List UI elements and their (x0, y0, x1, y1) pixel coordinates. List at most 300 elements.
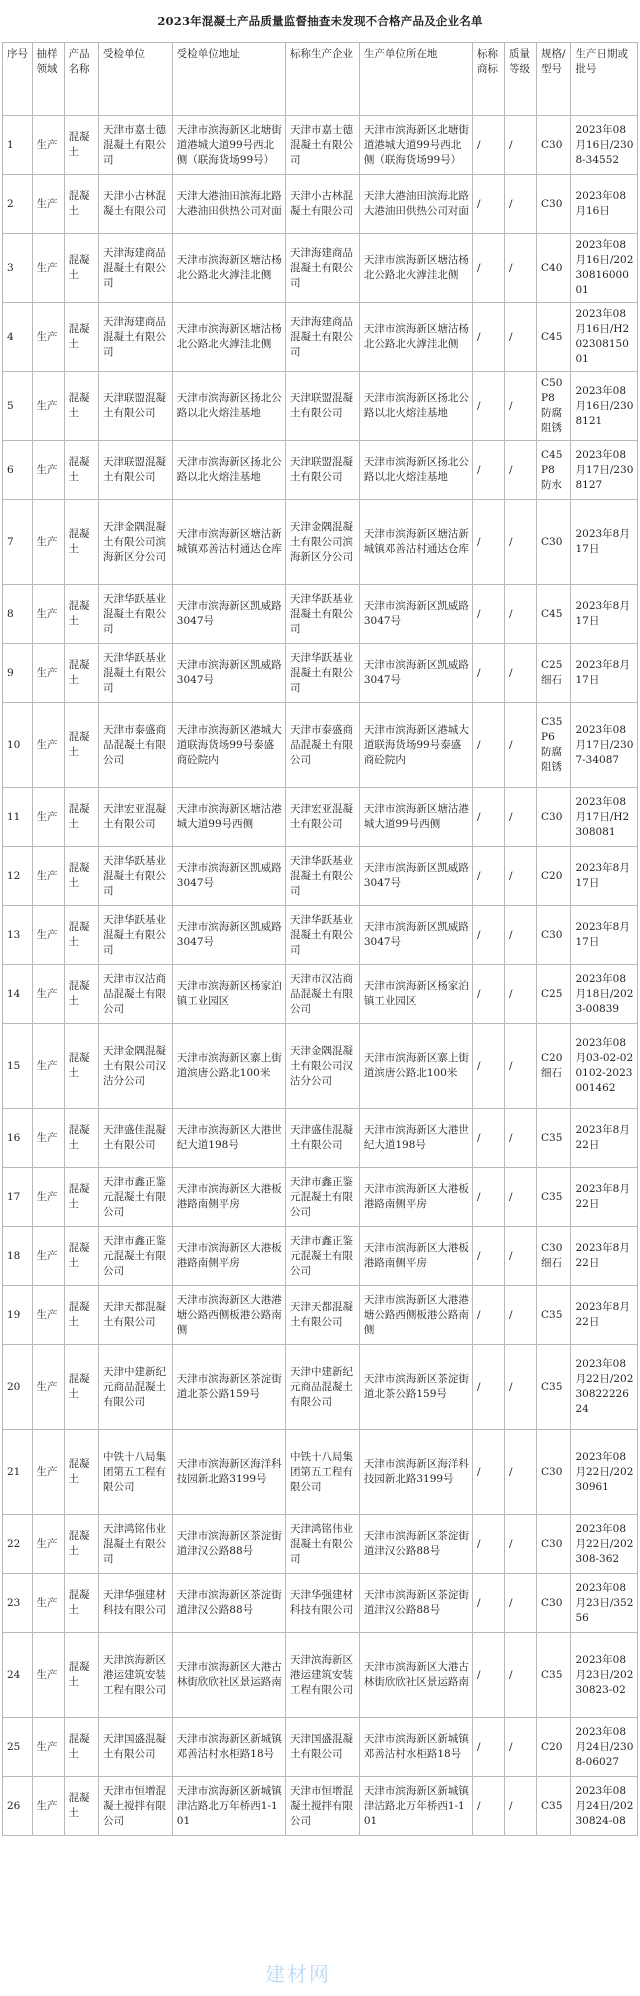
table-row (3, 788, 638, 847)
table-cell: 生产 (32, 703, 64, 788)
table-cell: / (473, 965, 505, 1024)
table-cell: 天津天都混凝土有限公司 (286, 1286, 360, 1345)
table-cell: 23 (3, 1574, 33, 1633)
table-cell: 2023年8月22日 (571, 1109, 638, 1168)
table-cell: 13 (3, 906, 33, 965)
table-cell: C30 (537, 1574, 571, 1633)
table-cell: 天津联盟混凝土有限公司 (286, 441, 360, 500)
table-cell: / (505, 1718, 537, 1777)
table-cell: 天津市鑫正鉴元混凝土有限公司 (286, 1168, 360, 1227)
table-cell: 天津市滨海新区凯威路3047号 (172, 644, 285, 703)
table-cell: 天津华跃基业混凝土有限公司 (98, 585, 172, 644)
table-cell: 天津海建商品混凝土有限公司 (286, 303, 360, 372)
table-cell: 天津金隅混凝土有限公司滨海新区分公司 (286, 500, 360, 585)
table-cell: 2023年08月03-02-020102-2023001462 (571, 1024, 638, 1109)
table-cell: / (473, 1718, 505, 1777)
table-cell: 混凝土 (64, 1109, 98, 1168)
table-cell: 生产 (32, 1574, 64, 1633)
table-cell: 天津市滨海新区新城镇邓善沽村水柜路18号 (359, 1718, 472, 1777)
table-cell: 混凝土 (64, 1227, 98, 1286)
table-cell: 天津联盟混凝土有限公司 (98, 372, 172, 441)
table-cell: 混凝土 (64, 1286, 98, 1345)
table-cell: 2023年8月22日 (571, 1227, 638, 1286)
table-cell: / (505, 644, 537, 703)
table-cell: 生产 (32, 441, 64, 500)
table-cell: 天津市滨海新区杨家泊镇工业园区 (359, 965, 472, 1024)
table-cell: 天津市滨海新区扬北公路以北火熔洼基地 (359, 441, 472, 500)
table-cell: 混凝土 (64, 703, 98, 788)
table-cell: C25 细石 (537, 644, 571, 703)
table-row (3, 965, 638, 1024)
table-cell: 11 (3, 788, 33, 847)
table-cell: 天津华跃基业混凝土有限公司 (98, 847, 172, 906)
table-cell: 天津海建商品混凝土有限公司 (98, 303, 172, 372)
table-cell: 2023年08月23日/20230823-02 (571, 1633, 638, 1718)
table-row (3, 1345, 638, 1430)
table-cell: 生产 (32, 500, 64, 585)
table-cell: / (473, 1430, 505, 1515)
table-cell: C20 (537, 1718, 571, 1777)
table-cell: 混凝土 (64, 1345, 98, 1430)
table-row (3, 1430, 638, 1515)
table-cell: 2023年8月22日 (571, 1168, 638, 1227)
table-cell: / (505, 906, 537, 965)
table-cell: 天津市嘉士德混凝土有限公司 (286, 116, 360, 175)
table-cell: 天津市滨海新区凯威路3047号 (172, 906, 285, 965)
watermark: 建材网 (265, 1962, 331, 1986)
table-cell: C35 (537, 1109, 571, 1168)
table-cell: / (505, 1168, 537, 1227)
table-row (3, 500, 638, 585)
table-cell: 2023年08月22日/20230961 (571, 1430, 638, 1515)
table-cell: C30 (537, 500, 571, 585)
table-row (3, 1718, 638, 1777)
table-cell: 混凝土 (64, 788, 98, 847)
table-cell: 天津鸿铭伟业混凝土有限公司 (286, 1515, 360, 1574)
table-cell: 天津国盛混凝土有限公司 (98, 1718, 172, 1777)
table-cell: / (473, 441, 505, 500)
table-row (3, 1633, 638, 1718)
table-cell: C35 P6 防腐阻锈 (537, 703, 571, 788)
table-cell: / (505, 1515, 537, 1574)
table-cell: 天津市滨海新区扬北公路以北火熔洼基地 (172, 372, 285, 441)
table-cell: 14 (3, 965, 33, 1024)
table-cell: / (473, 1633, 505, 1718)
table-cell: 生产 (32, 1345, 64, 1430)
table-row (3, 585, 638, 644)
table-cell: 2023年8月17日 (571, 906, 638, 965)
table-cell: C40 (537, 234, 571, 303)
column-header: 产品名称 (64, 43, 98, 116)
table-cell: 天津市鑫正鉴元混凝土有限公司 (286, 1227, 360, 1286)
table-cell: / (473, 703, 505, 788)
table-cell: / (505, 1109, 537, 1168)
table-cell: 天津市滨海新区大港世纪大道198号 (172, 1109, 285, 1168)
table-cell: 2023年08月17日/2307-34087 (571, 703, 638, 788)
table-cell: 2023年08月16日 (571, 175, 638, 234)
table-cell: 天津联盟混凝土有限公司 (286, 372, 360, 441)
table-cell: 2023年08月18日/2023-00839 (571, 965, 638, 1024)
table-row (3, 847, 638, 906)
table-cell: 中铁十八局集团第五工程有限公司 (286, 1430, 360, 1515)
table-cell: 21 (3, 1430, 33, 1515)
table-cell: 天津市滨海新区新城镇邓善沽村水柜路18号 (172, 1718, 285, 1777)
table-row (3, 175, 638, 234)
table-cell: 17 (3, 1168, 33, 1227)
table-cell: C25 (537, 965, 571, 1024)
table-cell: / (505, 441, 537, 500)
table-cell: 天津华跃基业混凝土有限公司 (286, 644, 360, 703)
table-cell: 天津市滨海新区寨上街道滨唐公路北100米 (359, 1024, 472, 1109)
table-cell: 2023年08月16日/2023081600001 (571, 234, 638, 303)
table-cell: 2023年8月17日 (571, 500, 638, 585)
table-cell: C35 (537, 1345, 571, 1430)
table-cell: 生产 (32, 1168, 64, 1227)
column-header: 序号 (3, 43, 33, 116)
table-cell: 天津华跃基业混凝土有限公司 (98, 644, 172, 703)
table-cell: C30 (537, 1515, 571, 1574)
table-cell: C45 P8 防水 (537, 441, 571, 500)
table-cell: 天津市滨海新区凯威路3047号 (172, 585, 285, 644)
table-cell: / (473, 1515, 505, 1574)
table-cell: C30 细石 (537, 1227, 571, 1286)
table-cell: 生产 (32, 965, 64, 1024)
table-row (3, 1574, 638, 1633)
table-cell: / (505, 1286, 537, 1345)
column-header: 标称生产企业 (286, 43, 360, 116)
table-cell: 2023年8月22日 (571, 1286, 638, 1345)
table-cell: 生产 (32, 906, 64, 965)
table-cell: 混凝土 (64, 1718, 98, 1777)
table-row (3, 1515, 638, 1574)
table-row (3, 303, 638, 372)
table-row (3, 703, 638, 788)
table-cell: 生产 (32, 1515, 64, 1574)
table-cell: / (473, 906, 505, 965)
table-cell: 天津市滨海新区大港板港路南侧平房 (172, 1227, 285, 1286)
table-cell: 天津国盛混凝土有限公司 (286, 1718, 360, 1777)
table-cell: 天津大港油田滨海北路大港油田供热公司对面 (359, 175, 472, 234)
table-cell: C30 (537, 788, 571, 847)
table-cell: / (505, 303, 537, 372)
table-cell: 天津滨海新区港运建筑安装工程有限公司 (98, 1633, 172, 1718)
table-cell: 生产 (32, 1777, 64, 1836)
table-cell: C20 细石 (537, 1024, 571, 1109)
table-cell: 2023年08月17日/2308127 (571, 441, 638, 500)
column-header: 规格/型号 (537, 43, 571, 116)
table-cell: 混凝土 (64, 116, 98, 175)
table-cell: 24 (3, 1633, 33, 1718)
column-header: 受检单位 (98, 43, 172, 116)
table-cell: 中铁十八局集团第五工程有限公司 (98, 1430, 172, 1515)
table-cell: 1 (3, 116, 33, 175)
table-cell: 生产 (32, 788, 64, 847)
page-title: 2023年混凝土产品质量监督抽查未发现不合格产品及企业名单 (157, 14, 483, 28)
table-cell: 天津市滨海新区寨上街道滨唐公路北100米 (172, 1024, 285, 1109)
table-cell: 天津市滨海新区扬北公路以北火熔洼基地 (172, 441, 285, 500)
table-cell: 10 (3, 703, 33, 788)
table-cell: 混凝土 (64, 1633, 98, 1718)
table-cell: 天津市滨海新区大港板港路南侧平房 (359, 1168, 472, 1227)
table-cell: 天津市滨海新区大港古林街欣欣社区景运路南 (359, 1633, 472, 1718)
table-cell: 2023年08月16日/H20230815001 (571, 303, 638, 372)
table-cell: / (505, 1430, 537, 1515)
table-cell: / (473, 585, 505, 644)
table-cell: 天津小古林混凝土有限公司 (286, 175, 360, 234)
table-cell: 8 (3, 585, 33, 644)
table-cell: 天津金隅混凝土有限公司汉沽分公司 (286, 1024, 360, 1109)
table-cell: 天津大港油田滨海北路大港油田供热公司对面 (172, 175, 285, 234)
table-cell: 2023年08月24日/20230824-08 (571, 1777, 638, 1836)
table-cell: 天津盛佳混凝土有限公司 (286, 1109, 360, 1168)
table-cell: 天津市滨海新区港城大道联海货场99号泰盛商砼院内 (359, 703, 472, 788)
table-cell: 天津滨海新区港运建筑安装工程有限公司 (286, 1633, 360, 1718)
table-cell: 混凝土 (64, 1430, 98, 1515)
table-cell: 天津市滨海新区塘沽港城大道99号西侧 (359, 788, 472, 847)
table-cell: 2023年8月17日 (571, 644, 638, 703)
table-cell: / (505, 1345, 537, 1430)
table-cell: 5 (3, 372, 33, 441)
table-cell: / (473, 1286, 505, 1345)
table-cell: 2023年08月17日/H2308081 (571, 788, 638, 847)
table-cell: 天津市滨海新区凯威路3047号 (359, 906, 472, 965)
table-row (3, 372, 638, 441)
table-cell: 天津市滨海新区茶淀街道津汉公路88号 (359, 1574, 472, 1633)
table-cell: 天津市滨海新区茶淀街道津汉公路88号 (359, 1515, 472, 1574)
table-cell: / (473, 116, 505, 175)
table-cell: 生产 (32, 1024, 64, 1109)
table-cell: 天津市鑫正鉴元混凝土有限公司 (98, 1168, 172, 1227)
table-cell: / (505, 175, 537, 234)
table-cell: 2023年08月24日/2308-06027 (571, 1718, 638, 1777)
table-cell: 9 (3, 644, 33, 703)
table-cell: 天津市滨海新区海洋科技园新北路3199号 (359, 1430, 472, 1515)
table-row (3, 644, 638, 703)
table-cell: 天津市滨海新区大港板港路南侧平房 (359, 1227, 472, 1286)
table-cell: 混凝土 (64, 1168, 98, 1227)
table-cell: 天津市滨海新区茶淀街道津汉公路88号 (172, 1574, 285, 1633)
table-cell: / (505, 1024, 537, 1109)
table-cell: 生产 (32, 644, 64, 703)
table-cell: 天津市汉沽商品混凝土有限公司 (286, 965, 360, 1024)
column-header: 受检单位地址 (172, 43, 285, 116)
table-cell: C30 (537, 175, 571, 234)
table-cell: 生产 (32, 1286, 64, 1345)
table-cell: 混凝土 (64, 644, 98, 703)
table-cell: 混凝土 (64, 500, 98, 585)
table-cell: / (473, 788, 505, 847)
table-row (3, 906, 638, 965)
column-header: 抽样领域 (32, 43, 64, 116)
table-cell: 混凝土 (64, 175, 98, 234)
table-cell: 天津金隅混凝土有限公司汉沽分公司 (98, 1024, 172, 1109)
table-cell: 天津市滨海新区塘沽杨北公路北火滹洼北侧 (359, 234, 472, 303)
table-cell: / (505, 116, 537, 175)
table-cell: 生产 (32, 1227, 64, 1286)
table-cell: C30 (537, 116, 571, 175)
table-cell: 天津联盟混凝土有限公司 (98, 441, 172, 500)
table-cell: 天津华强建材科技有限公司 (286, 1574, 360, 1633)
table-cell: 天津海建商品混凝土有限公司 (286, 234, 360, 303)
table-cell: / (473, 1345, 505, 1430)
table-cell: / (473, 1109, 505, 1168)
table-cell: 天津华跃基业混凝土有限公司 (98, 906, 172, 965)
table-cell: 天津市滨海新区塘沽杨北公路北火滹洼北侧 (172, 234, 285, 303)
table-row (3, 116, 638, 175)
table-cell: 2023年08月23日/35256 (571, 1574, 638, 1633)
table-cell: C35 (537, 1168, 571, 1227)
table-cell: 天津市汉沽商品混凝土有限公司 (98, 965, 172, 1024)
product-table (2, 42, 638, 1836)
table-row (3, 1024, 638, 1109)
table-cell: 天津市滨海新区大港港塘公路西侧板港公路南侧 (359, 1286, 472, 1345)
table-cell: 生产 (32, 1718, 64, 1777)
table-cell: 天津市嘉士德混凝土有限公司 (98, 116, 172, 175)
table-cell: C35 (537, 1286, 571, 1345)
table-cell: / (505, 1227, 537, 1286)
table-cell: / (505, 234, 537, 303)
table-cell: / (505, 585, 537, 644)
table-cell: 天津市滨海新区新城镇津沽路北万年桥西1-101 (172, 1777, 285, 1836)
table-cell: C35 (537, 1777, 571, 1836)
table-cell: / (473, 500, 505, 585)
table-cell: / (473, 847, 505, 906)
table-cell: 天津市滨海新区杨家泊镇工业园区 (172, 965, 285, 1024)
table-cell: 2023年08月22日/2023082222624 (571, 1345, 638, 1430)
table-cell: 天津天都混凝土有限公司 (98, 1286, 172, 1345)
table-cell: 天津市滨海新区凯威路3047号 (359, 585, 472, 644)
table-cell: 天津中建新纪元商品混凝土有限公司 (98, 1345, 172, 1430)
table-cell: 生产 (32, 303, 64, 372)
table-cell: 天津市滨海新区塘沽新城镇邓善沽村通达仓库 (359, 500, 472, 585)
table-cell: 混凝土 (64, 847, 98, 906)
table-cell: 天津市滨海新区凯威路3047号 (172, 847, 285, 906)
table-row (3, 1286, 638, 1345)
table-cell: 天津市滨海新区海洋科技园新北路3199号 (172, 1430, 285, 1515)
table-cell: 18 (3, 1227, 33, 1286)
table-row (3, 1777, 638, 1836)
table-cell: 天津市滨海新区大港港塘公路西侧板港公路南侧 (172, 1286, 285, 1345)
table-cell: 混凝土 (64, 234, 98, 303)
table-cell: 生产 (32, 1430, 64, 1515)
table-cell: 20 (3, 1345, 33, 1430)
table-cell: 天津海建商品混凝土有限公司 (98, 234, 172, 303)
table-cell: / (473, 1024, 505, 1109)
table-cell: 天津市泰盛商品混凝土有限公司 (98, 703, 172, 788)
table-cell: 天津市滨海新区塘沽杨北公路北火滹洼北侧 (172, 303, 285, 372)
table-cell: C30 (537, 906, 571, 965)
table-cell: / (473, 644, 505, 703)
table-cell: 天津市滨海新区大港板港路南侧平房 (172, 1168, 285, 1227)
column-header: 生产日期或批号 (571, 43, 638, 116)
table-cell: 天津市滨海新区茶淀街道北茶公路159号 (359, 1345, 472, 1430)
table-cell: 天津市恒增混凝土搅拌有限公司 (98, 1777, 172, 1836)
table-cell: / (505, 1777, 537, 1836)
table-cell: 天津市滨海新区北塘街道港城大道99号西北侧（联海货场99号） (359, 116, 472, 175)
table-cell: 生产 (32, 1633, 64, 1718)
table-cell: 生产 (32, 175, 64, 234)
table-row (3, 234, 638, 303)
table-cell: / (505, 965, 537, 1024)
table-cell: 2 (3, 175, 33, 234)
table-cell: C45 (537, 585, 571, 644)
table-cell: 混凝土 (64, 303, 98, 372)
table-cell: 混凝土 (64, 1515, 98, 1574)
table-cell: 天津市泰盛商品混凝土有限公司 (286, 703, 360, 788)
table-cell: / (473, 1168, 505, 1227)
table-cell: / (505, 1574, 537, 1633)
table-cell: 混凝土 (64, 585, 98, 644)
table-cell: 混凝土 (64, 1024, 98, 1109)
table-cell: 生产 (32, 116, 64, 175)
table-cell: 天津中建新纪元商品混凝土有限公司 (286, 1345, 360, 1430)
table-cell: / (473, 234, 505, 303)
table-cell: / (473, 1777, 505, 1836)
table-cell: 天津市滨海新区新城镇津沽路北万年桥西1-101 (359, 1777, 472, 1836)
table-cell: / (473, 372, 505, 441)
table-cell: 天津市滨海新区凯威路3047号 (359, 644, 472, 703)
table-cell: 天津宏亚混凝土有限公司 (98, 788, 172, 847)
table-cell: 6 (3, 441, 33, 500)
column-header: 生产单位所在地 (359, 43, 472, 116)
table-cell: 天津市滨海新区茶淀街道北茶公路159号 (172, 1345, 285, 1430)
table-cell: / (473, 1227, 505, 1286)
table-cell: 天津市滨海新区北塘街道港城大道99号西北侧（联海货场99号） (172, 116, 285, 175)
table-cell: 天津华强建材科技有限公司 (98, 1574, 172, 1633)
table-cell: 19 (3, 1286, 33, 1345)
table-cell: 天津市滨海新区塘沽新城镇邓善沽村通达仓库 (172, 500, 285, 585)
table-cell: 生产 (32, 234, 64, 303)
table-cell: 混凝土 (64, 965, 98, 1024)
table-cell: 15 (3, 1024, 33, 1109)
table-cell: 天津小古林混凝土有限公司 (98, 175, 172, 234)
table-cell: / (505, 847, 537, 906)
table-cell: 天津市鑫正鉴元混凝土有限公司 (98, 1227, 172, 1286)
table-cell: 4 (3, 303, 33, 372)
table-cell: 7 (3, 500, 33, 585)
table-cell: / (473, 1574, 505, 1633)
table-cell: 2023年8月17日 (571, 585, 638, 644)
table-cell: / (473, 175, 505, 234)
table-cell: C20 (537, 847, 571, 906)
table-cell: / (505, 372, 537, 441)
table-cell: 天津市滨海新区大港古林街欣欣社区景运路南 (172, 1633, 285, 1718)
table-cell: 2023年8月17日 (571, 847, 638, 906)
table-cell: 天津盛佳混凝土有限公司 (98, 1109, 172, 1168)
table-header-row (3, 43, 638, 116)
table-cell: 天津金隅混凝土有限公司滨海新区分公司 (98, 500, 172, 585)
table-cell: 生产 (32, 372, 64, 441)
table-cell: 天津华跃基业混凝土有限公司 (286, 906, 360, 965)
table-cell: / (473, 303, 505, 372)
table-cell: / (505, 1633, 537, 1718)
table-cell: C30 (537, 1430, 571, 1515)
table-cell: / (505, 703, 537, 788)
table-cell: C45 (537, 303, 571, 372)
table-cell: 25 (3, 1718, 33, 1777)
table-cell: 天津市滨海新区凯威路3047号 (359, 847, 472, 906)
table-cell: C50 P8 防腐阻锈 (537, 372, 571, 441)
table-cell: 混凝土 (64, 441, 98, 500)
table-cell: / (505, 500, 537, 585)
table-cell: 生产 (32, 847, 64, 906)
table-cell: 天津市滨海新区大港世纪大道198号 (359, 1109, 472, 1168)
column-header: 质量等级 (505, 43, 537, 116)
table-cell: 天津市滨海新区扬北公路以北火熔洼基地 (359, 372, 472, 441)
table-cell: 2023年08月16日/2308-34552 (571, 116, 638, 175)
table-row (3, 1227, 638, 1286)
table-row (3, 1168, 638, 1227)
